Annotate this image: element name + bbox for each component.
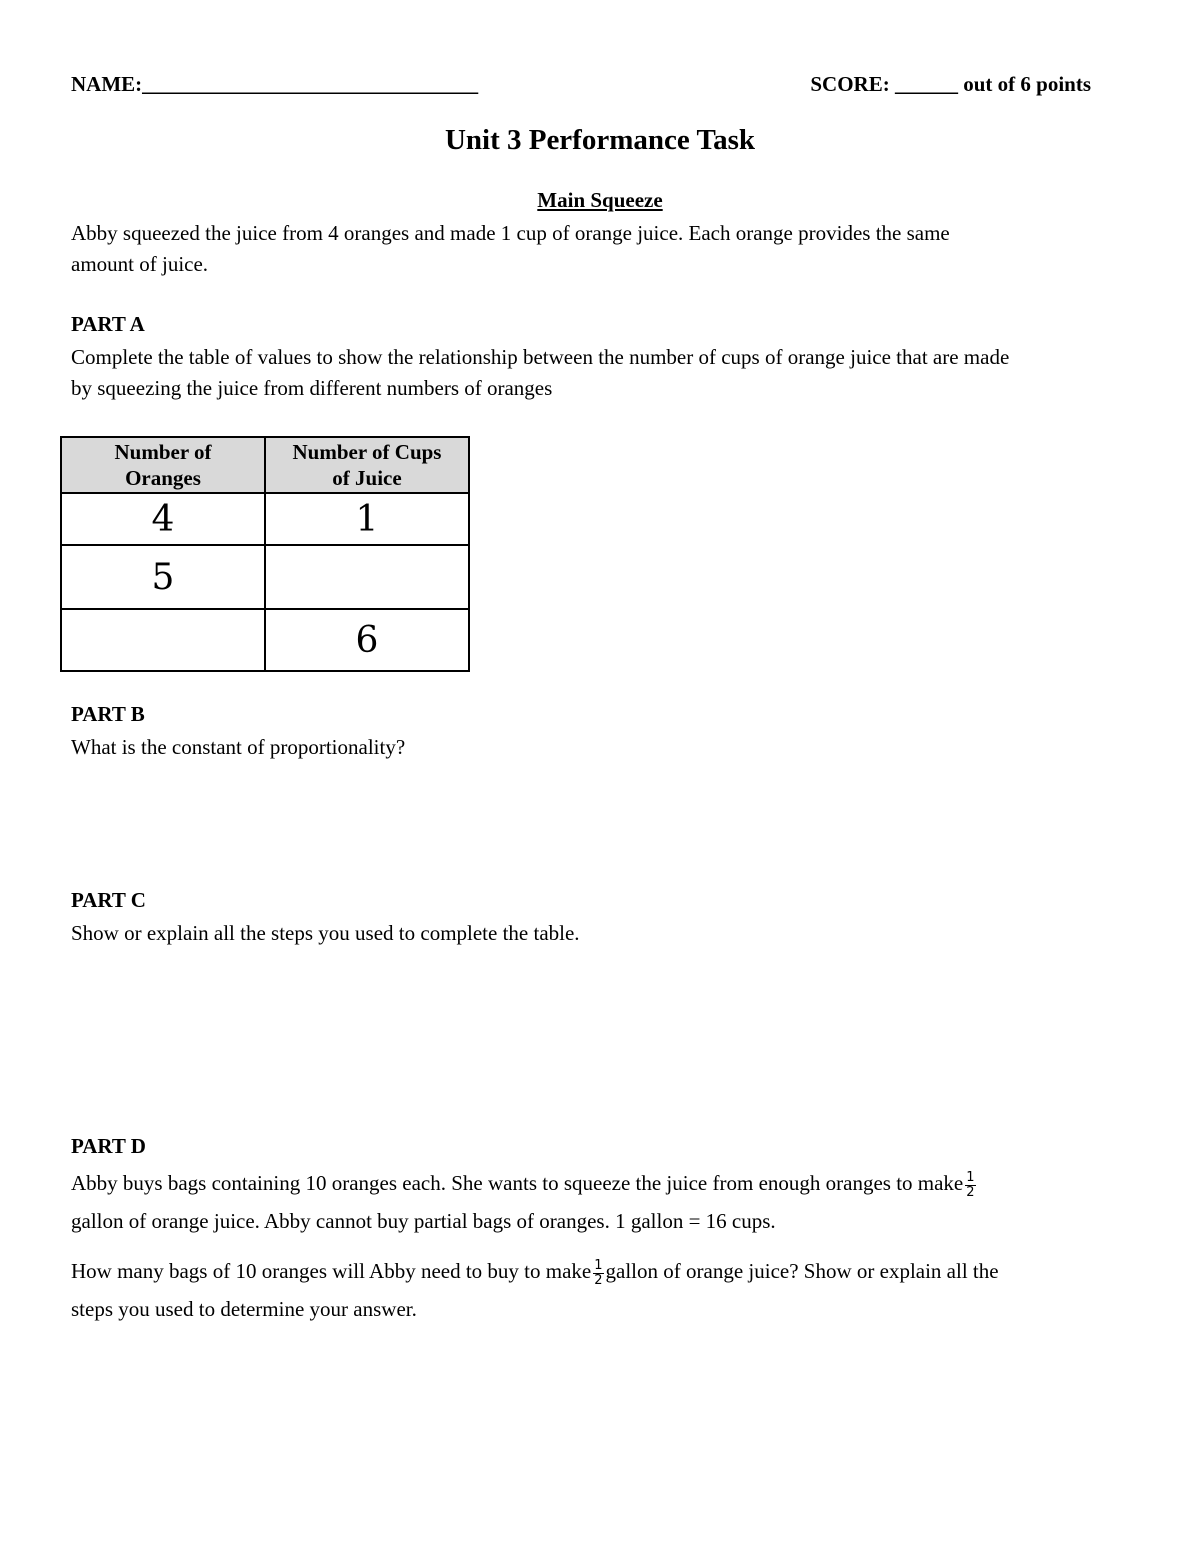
page-title: Unit 3 Performance Task (444, 124, 756, 156)
score-label: SCORE: (810, 72, 890, 96)
one-half-fraction: $\frac{1}{2}$ (966, 1169, 975, 1200)
table-row (61, 493, 469, 545)
cell-oranges: 4 (61, 493, 265, 545)
intro-line-1: Abby squeezed the juice from 4 oranges and made 1 cup of orange juice. Each orange provides the same (71, 221, 950, 245)
part-d-paragraph-2 (71, 1252, 1131, 1328)
name-label: NAME: (71, 72, 143, 96)
part-b-question: What is the constant of proportionality? (71, 735, 406, 759)
part-d-heading: PART D (71, 1134, 146, 1158)
cell-oranges: 5 (61, 545, 265, 609)
part-d-line-3: How many bags of 10 oranges will Abby need to buy to make $\frac{1}{2}$ gallon of orange juice? Show or explain all the (71, 1257, 999, 1288)
part-d-line-2: gallon of orange juice. Abby cannot buy partial bags of oranges. 1 gallon = 16 cups. (71, 1209, 776, 1233)
one-half-fraction: $\frac{1}{2}$ (594, 1257, 603, 1288)
part-c-question: Show or explain all the steps you used to complete the table. (71, 921, 580, 945)
part-d-line-4: steps you used to determine your answer. (71, 1297, 417, 1321)
cell-cups-blank[interactable] (265, 545, 469, 609)
part-b-heading: PART B (71, 702, 145, 726)
part-d-line-1: Abby buys bags containing 10 oranges each. She wants to squeeze the juice from enough oranges to make $\frac{1}{2}$ (71, 1169, 975, 1200)
score-blank: ______ (894, 72, 958, 96)
header-row (71, 72, 1091, 102)
name-blank: ________________________________ (142, 72, 479, 96)
part-a-line-2: by squeezing the juice from different numbers of oranges (71, 376, 553, 400)
column-header-oranges: Number of Oranges (61, 437, 265, 493)
name-field (71, 72, 478, 97)
table-header-row (61, 437, 469, 493)
score-suffix: out of 6 points (963, 72, 1091, 96)
intro-paragraph (71, 218, 1131, 280)
cell-oranges-blank[interactable] (61, 609, 265, 671)
intro-line-2: amount of juice. (71, 252, 209, 276)
part-a-instructions (71, 342, 1131, 404)
cell-cups: 1 (265, 493, 469, 545)
part-a-line-1: Complete the table of values to show the relationship between the number of cups of orange juice that are made (71, 345, 1010, 369)
part-a-heading: PART A (71, 312, 145, 336)
column-header-cups: Number of Cups of Juice (265, 437, 469, 493)
values-table (60, 436, 470, 672)
table-row (61, 609, 469, 671)
score-field (810, 72, 1091, 97)
table-row (61, 545, 469, 609)
part-c-heading: PART C (71, 888, 146, 912)
task-subtitle: Main Squeeze (537, 188, 663, 212)
cell-cups: 6 (265, 609, 469, 671)
part-d-paragraph-1 (71, 1164, 1131, 1240)
